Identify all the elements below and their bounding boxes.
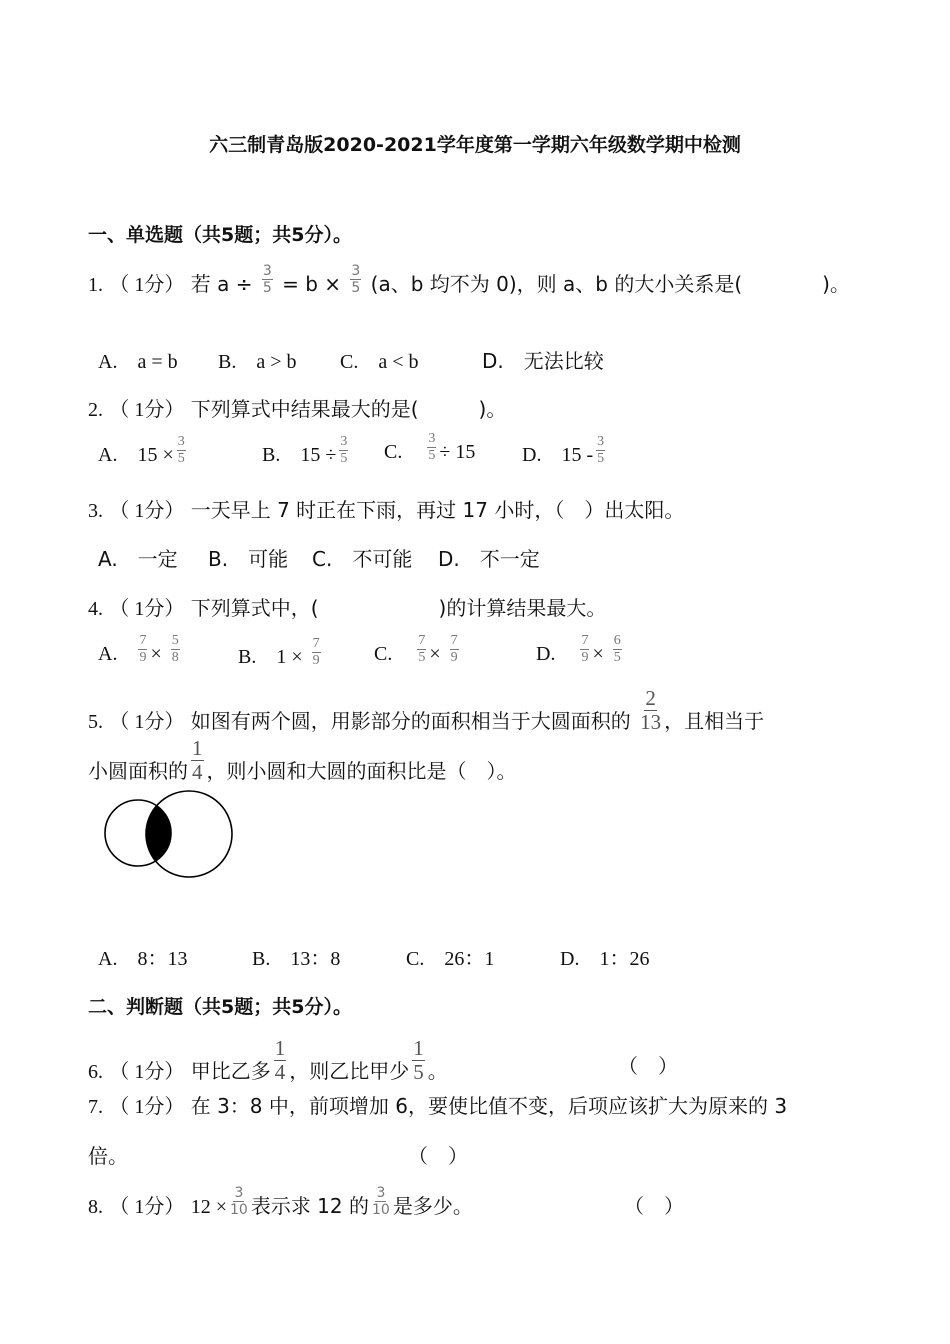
answer-blank[interactable]: （ ） [624,1194,684,1218]
question-score: （ 1分） [109,399,185,421]
fraction: $\frac{5}{8}$ [171,633,179,665]
question-8 [88,1185,473,1223]
question-number: 1. [88,274,103,296]
question-7 [88,1090,787,1119]
question-number: 2. [88,399,103,421]
option-b[interactable]: B. 15 ÷ $\frac{3}{5}$ [262,433,348,466]
fraction: $\frac{3}{5}$ [340,433,348,466]
question-stem: 下列算式中结果最大的是( [190,397,419,421]
question-score: （ 1分） [109,1196,185,1218]
question-number: 4. [88,598,103,620]
option-b[interactable]: B. 1 × $\frac{7}{9}$ [238,635,320,668]
two-circles-figure [100,785,240,885]
question-1 [88,263,850,301]
option-c[interactable]: C. $\frac{3}{5}$ ÷ 15 [384,431,476,464]
question-score: （ 1分） [109,500,185,522]
question-2 [88,393,506,422]
option-a[interactable]: A. $\frac{7}{9}$ × $\frac{5}{8}$ [98,633,179,666]
question-number: 6. [88,1061,103,1083]
fraction: $\frac{1}{5}$ [413,1036,424,1084]
fraction: $\frac{6}{5}$ [613,633,621,665]
question-stem: 下列算式中，( [190,596,319,620]
question-score: （ 1分） [109,711,185,733]
question-score: （ 1分） [109,1096,185,1118]
option-c[interactable]: C. 不可能 [312,547,413,571]
question-number: 7. [88,1096,103,1118]
fraction: $\frac{3}{10}$ [372,1185,390,1218]
question-number: 5. [88,711,103,733]
answer-blank[interactable]: （ ） [408,1144,468,1168]
fraction: $\frac{3}{5}$ [597,433,605,466]
fraction: $\frac{1}{4}$ [192,736,203,784]
question-stem: ，则乙比甲少 [289,1059,410,1083]
question-score: （ 1分） [109,1061,185,1083]
answer-blank[interactable]: （ ） [618,1054,678,1078]
option-c[interactable]: C. a < b [340,351,419,373]
option-a[interactable]: A. 15 × $\frac{3}{5}$ [98,433,185,466]
option-b[interactable]: B. 可能 [208,547,289,571]
option-d[interactable]: D. 无法比较 [482,349,604,373]
fraction: $\frac{7}{5}$ [418,633,426,665]
fraction: $\frac{3}{5}$ [262,263,272,296]
question-stem: 甲比乙多 [190,1059,271,1083]
question-stem: 如图有两个圆，用影部分的面积相当于大圆面积的 [190,709,631,733]
option-b[interactable]: B. a > b [218,351,297,373]
fraction: $\frac{7}{9}$ [312,635,320,668]
question-number: 3. [88,500,103,522]
question-stem: 若 a ÷ [190,272,253,296]
question-stem: 。 [427,1059,448,1083]
fraction: $\frac{3}{5}$ [428,431,436,463]
fraction: $\frac{7}{9}$ [139,633,147,665]
question-stem: 一天早上 7 时正在下雨，再过 17 小时，（ ）出太阳。 [190,498,685,522]
question-4 [88,592,606,621]
question-stem: 在 3：8 中，前项增加 6，要使比值不变，后项应该扩大为原来的 3 [190,1094,788,1118]
question-stem: 是多少。 [392,1194,473,1218]
question-score: （ 1分） [109,274,185,296]
fraction: $\frac{1}{4}$ [274,1036,286,1084]
question-6 [88,1036,448,1095]
question-stem: ，则小圆和大圆的面积比是（ ）。 [206,759,517,783]
option-b[interactable]: B. 13：8 [252,948,341,970]
fraction: $\frac{3}{5}$ [177,433,185,466]
section-heading-single-choice: 一、单选题（共5题；共5分）。 [88,224,352,246]
question-number: 8. [88,1196,103,1218]
option-d[interactable]: D. 不一定 [438,547,540,571]
page-title: 六三制青岛版2020-2021学年度第一学期六年级数学期中检测 [209,134,741,156]
option-a[interactable]: A. 一定 [98,547,178,571]
option-d[interactable]: D. $\frac{7}{9}$ × $\frac{6}{5}$ [536,633,621,666]
option-c[interactable]: C. 26：1 [406,948,495,970]
question-3 [88,494,684,523]
question-stem: )。 [822,272,850,296]
fraction: $\frac{3}{10}$ [230,1185,248,1218]
fraction: $\frac{2}{13}$ [640,686,662,734]
option-c[interactable]: C. $\frac{7}{5}$ × $\frac{7}{9}$ [374,633,458,666]
question-stem: = b × [282,272,342,296]
option-a[interactable]: A. 8：13 [98,948,188,970]
question-stem: 小圆面积的 [88,759,188,783]
question-score: （ 1分） [109,598,185,620]
option-d[interactable]: D. 1：26 [560,948,650,970]
question-stem: )的计算结果最大。 [438,596,607,620]
question-5 [88,686,765,745]
question-stem: ，且相当于 [664,709,765,733]
fraction: $\frac{7}{9}$ [581,633,589,665]
question-stem: )。 [478,397,507,421]
option-d[interactable]: D. 15 - $\frac{3}{5}$ [522,433,605,466]
fraction: $\frac{7}{9}$ [450,633,458,665]
question-stem: 12 × [190,1196,227,1218]
option-a[interactable]: A. a = b [98,351,178,373]
question-stem: (a、b 均不为 0)，则 a、b 的大小关系是( [370,272,743,296]
fraction: $\frac{3}{5}$ [351,263,361,296]
section-heading-true-false: 二、判断题（共5题；共5分）。 [88,996,352,1018]
question-7-cont: 倍。 [88,1144,128,1168]
question-stem: 表示求 12 的 [250,1194,369,1218]
